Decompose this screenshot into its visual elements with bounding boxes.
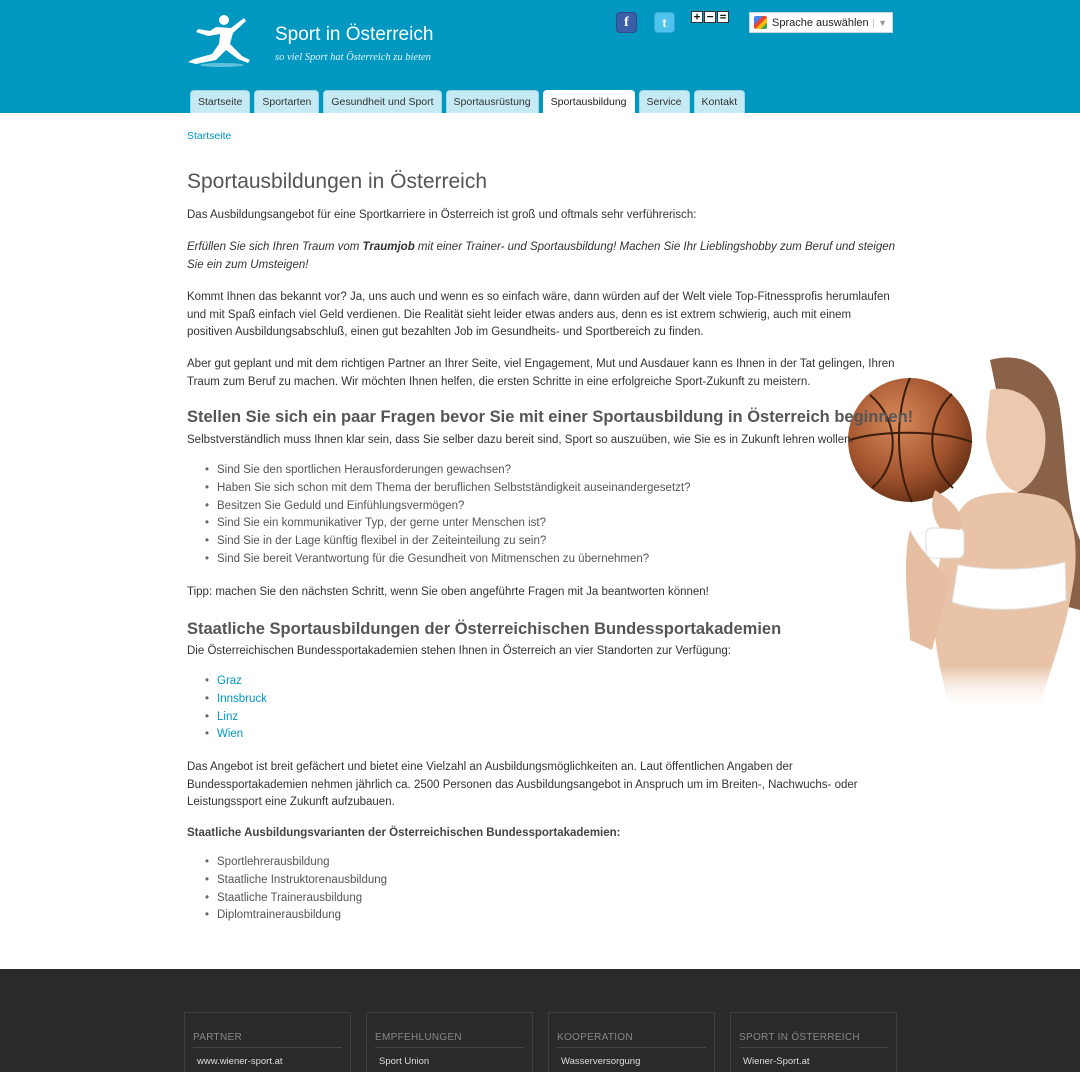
footer-box-title: KOOPERATION	[557, 1032, 633, 1043]
footer-link[interactable]: Wasserversorgung	[561, 1056, 641, 1067]
location-link-linz[interactable]: • Linz	[205, 709, 267, 727]
list-item: • Besitzen Sie Geduld und Einfühlungsvermögen?	[205, 498, 690, 516]
quote-text-bold: Traumjob	[362, 241, 415, 253]
variants-label: Staatliche Ausbildungsvarianten der Österreichischen Bundessportakademien:	[187, 827, 621, 839]
site-slogan: so viel Sport hat Österreich zu bieten	[275, 52, 431, 63]
quote-text	[187, 239, 897, 274]
list-item: • Staatliche Instruktorenausbildung	[205, 872, 387, 890]
footer-box-kooperation	[548, 1012, 715, 1072]
site-footer	[0, 969, 1080, 1072]
variants-list	[205, 854, 387, 925]
divider	[557, 1047, 706, 1048]
footer-box-title: EMPFEHLUNGEN	[375, 1032, 462, 1043]
footer-box-partner	[184, 1012, 351, 1072]
location-link-innsbruck[interactable]: • Innsbruck	[205, 691, 267, 709]
tab-service[interactable]: Service	[639, 90, 690, 113]
heading-state-education: Staatliche Sportausbildungen der Österreichischen Bundessportakademien	[187, 620, 782, 638]
questions-intro: Selbstverständlich muss Ihnen klar sein, dass Sie selber dazu bereit sind, Sport so auszuüben, wie Sie es in Zukunft lehren wollen.	[187, 434, 854, 446]
tab-kontakt[interactable]: Kontakt	[694, 90, 746, 113]
list-item: • Sind Sie bereit Verantwortung für die Gesundheit von Mitmenschen zu übernehmen?	[205, 551, 690, 569]
footer-link[interactable]: Wiener-Sport.at	[743, 1056, 810, 1067]
language-select[interactable]	[749, 12, 893, 33]
font-size-controls	[691, 11, 729, 23]
footer-link[interactable]: Sport Union	[379, 1056, 430, 1067]
tip-text: Tipp: machen Sie den nächsten Schritt, wenn Sie oben angeführte Fragen mit Ja beantworten können!	[187, 586, 709, 598]
font-decrease-button[interactable]: −	[704, 11, 716, 23]
list-item: • Staatliche Trainerausbildung	[205, 890, 387, 908]
chevron-down-icon: ▼	[873, 18, 887, 28]
quote-text-a: Erfüllen Sie sich Ihren Traum vom	[187, 241, 363, 253]
list-item: • Sind Sie den sportlichen Herausforderungen gewachsen?	[205, 462, 690, 480]
footer-box-sport-in-oesterreich	[730, 1012, 897, 1072]
locations-list	[205, 673, 267, 744]
location-link-graz[interactable]: • Graz	[205, 673, 267, 691]
intro-text: Das Ausbildungsangebot für eine Sportkarriere in Österreich ist groß und oftmals sehr verführerisch:	[187, 209, 697, 221]
footer-box-empfehlungen	[366, 1012, 533, 1072]
paragraph-reality: Kommt Ihnen das bekannt vor? Ja, uns auch und wenn es so einfach wäre, dann würden auf der Welt viele Top-Fitnessprofis herumlaufen und mit Spaß einfach viel Geld verdienen. Die Realität sieht leider etwas anders aus, denn es ist extrem schwierig, auch mit einem positiven Ausbildungsabschluß, einen gut bezahlten Job im Gesundheits- und Sportbereich zu finden.	[187, 291, 890, 338]
tab-sportausbildung[interactable]: Sportausbildung	[543, 90, 635, 113]
site-header	[0, 0, 1080, 113]
divider	[193, 1047, 342, 1048]
quote-text-b: mit einer Trainer- und Sportausbildung! Machen Sie Ihr Lieblingshobby zum Beruf und steigen Sie ein zum Umsteigen!	[187, 241, 896, 271]
language-select-label: Sprache auswählen	[772, 16, 869, 29]
runner-logo-icon[interactable]	[186, 14, 252, 68]
footer-link[interactable]: www.wiener-sport.at	[197, 1056, 283, 1067]
state-intro: Die Österreichischen Bundessportakademien stehen Ihnen in Österreich an vier Standorten zur Verfügung:	[187, 645, 732, 657]
tab-sportarten[interactable]: Sportarten	[254, 90, 319, 113]
footer-box-title: SPORT IN ÖSTERREICH	[739, 1032, 860, 1043]
tab-startseite[interactable]: Startseite	[190, 90, 250, 113]
paragraph-offer: Das Angebot ist breit gefächert und bietet eine Vielzahl an Ausbildungsmöglichkeiten an. Laut öffentlichen Angaben der Bundessportakademien nehmen jährlich ca. 2500 Personen das Ausbildungsangebot in Anspruch um im Breiten-, Nachwuchs- oder Leistungssport eine Zukunft aufzubauen.	[187, 761, 858, 808]
paragraph-partner: Aber gut geplant und mit dem richtigen Partner an Ihrer Seite, viel Engagement, Mut und Ausdauer kann es Ihnen in der Tat gelingen, Ihren Traum zum Beruf zu machen. Wir möchten Ihnen helfen, die ersten Schritte in eine erfolgreiche Sport-Zukunft zu meistern.	[187, 358, 895, 388]
heading-questions: Stellen Sie sich ein paar Fragen bevor Sie mit einer Sportausbildung in Österreich beginnen!	[187, 408, 914, 426]
font-reset-button[interactable]: =	[717, 11, 729, 23]
list-item: • Diplomtrainerausbildung	[205, 907, 387, 925]
divider	[375, 1047, 524, 1048]
twitter-icon[interactable]: t	[654, 12, 675, 33]
page-title: Sportausbildungen in Österreich	[187, 170, 488, 193]
breadcrumb[interactable]: Startseite	[187, 130, 232, 142]
list-item: • Sind Sie in der Lage künftig flexibel in der Zeiteinteilung zu sein?	[205, 533, 690, 551]
list-item: • Sportlehrerausbildung	[205, 854, 387, 872]
divider	[739, 1047, 888, 1048]
tab-sportausruestung[interactable]: Sportausrüstung	[446, 90, 539, 113]
list-item: • Haben Sie sich schon mit dem Thema der beruflichen Selbstständigkeit auseinandergesetzt?	[205, 480, 690, 498]
site-title[interactable]: Sport in Österreich	[275, 24, 434, 45]
tab-gesundheit-und-sport[interactable]: Gesundheit und Sport	[323, 90, 441, 113]
questions-list	[205, 462, 690, 569]
list-item: • Sind Sie ein kommunikativer Typ, der gerne unter Menschen ist?	[205, 515, 690, 533]
google-translate-icon	[754, 16, 767, 29]
footer-box-title: PARTNER	[193, 1032, 242, 1043]
main-navigation	[190, 90, 745, 113]
location-link-wien[interactable]: • Wien	[205, 726, 267, 744]
font-increase-button[interactable]: +	[691, 11, 703, 23]
facebook-icon[interactable]: f	[616, 12, 637, 33]
